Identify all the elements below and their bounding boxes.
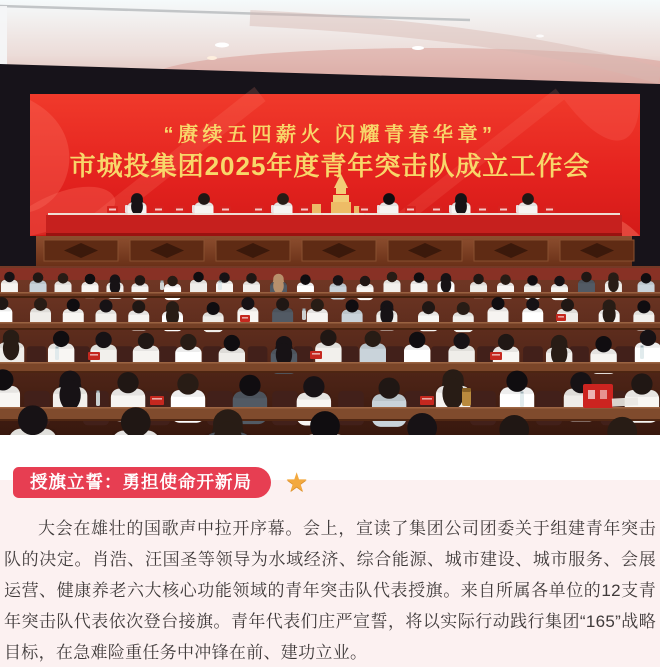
section-badge [13, 467, 271, 498]
banner-title-line1: “赓续五四薪火 闪耀青春华章” [163, 124, 497, 146]
article-paragraph: 大会在雄壮的国歌声中拉开序幕。会上，宣读了集团公司团委关于组建青年突击队的决定。肖浩、汪国圣等领导为水域经济、综合能源、城市建设、城市服务、会展运营、健康养老六大核心功能领域的青年突击队代表授旗。来自所属各单位的12支青年突击队代表依次登台接旗。青年代表们庄严宣誓，将以实际行动践行集团“165”战略目标，在急难险重任务中冲锋在前、建功立业。 [4, 519, 656, 662]
banner-title-line2: 市城投集团2025年度青年突击队成立工作会 [69, 151, 591, 181]
star-icon: ★ [285, 467, 309, 497]
badge-row [13, 467, 308, 498]
section-badge-label: 授旗立誓：勇担使命开新局 [30, 472, 252, 492]
audience [0, 272, 660, 435]
article-section [0, 467, 660, 667]
